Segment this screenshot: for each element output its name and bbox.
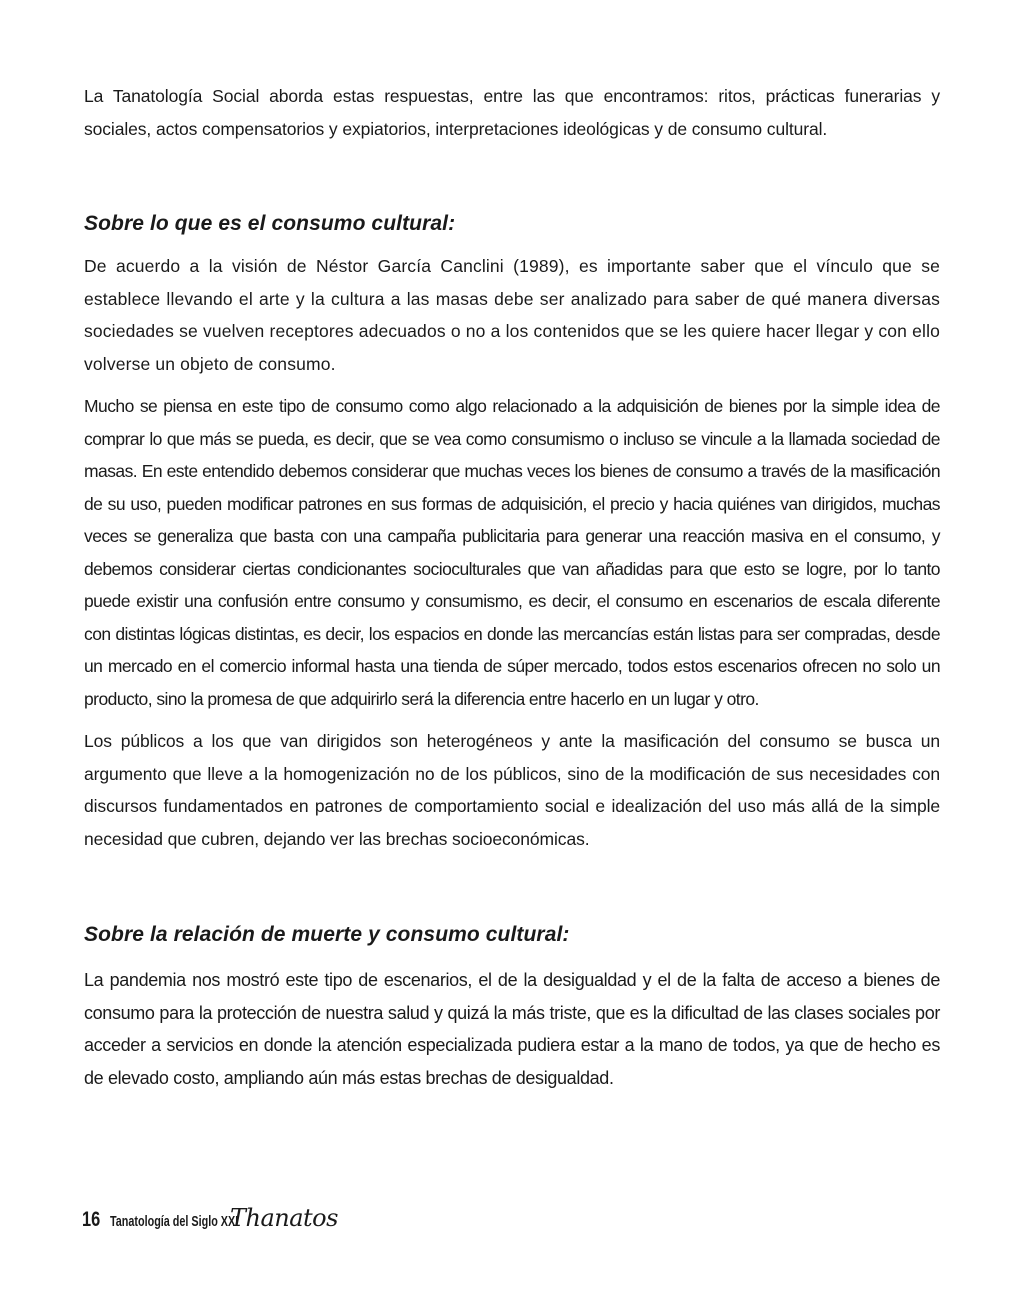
journal-name: Tanatología del Siglo XXI — [110, 1213, 239, 1230]
paragraph-pandemia: La pandemia nos mostró este tipo de escenarios, el de la desigualdad y el de la falta de acceso a bienes de consumo para la protección de nuestra salud y quizá la más triste, que es la dificultad de las clases sociales por acceder a servicios en donde la atención especializada pudiera estar a la mano de todos, ya que de hecho es de elevado costo, ampliando aún más estas brechas de desigualdad. — [84, 970, 940, 1088]
page-footer — [82, 1204, 338, 1236]
paragraph-publicos: Los públicos a los que van dirigidos son heterogéneos y ante la masificación del consumo se busca un argumento que lleve a la homogenización no de los públicos, sino de la modificación de sus necesidades con discursos fundamentados en patrones de comportamiento social e idealización del uso más allá de la simple necesidad que cubren, dejando ver las brechas socioeconómicas. — [84, 731, 940, 849]
page-number: 16 — [82, 1208, 101, 1231]
paragraph-canclini: De acuerdo a la visión de Néstor García Canclini (1989), es importante saber que el vínculo que se establece llevando el arte y la cultura a las masas debe ser analizado para saber de qué manera diversas sociedades se vuelven receptores adecuados o no a los contenidos que se les quiere hacer llegar y con ello volverse un objeto de consumo. — [84, 256, 940, 374]
thanatos-logo: Thanatos — [230, 1204, 338, 1232]
paragraph-consumismo: Mucho se piensa en este tipo de consumo como algo relacionado a la adquisición de bienes por la simple idea de comprar lo que más se pueda, es decir, que se vea como consumismo o incluso se vincule a la llamada sociedad de masas. En este entendido debemos considerar que muchas veces los bienes de consumo a través de la masificación de su uso, pueden modificar patrones en sus formas de adquisición, el precio y hacia quiénes van dirigidos, muchas veces se generaliza que basta con una campaña publicitaria para generar una reacción masiva en el consumo, y debemos considerar ciertas condicionantes socioculturales que van añadidas para que esto se logre, por lo tanto puede existir una confusión entre consumo y consumismo, es decir, el consumo en escenarios de escala diferente con distintas lógicas distintas, es decir, los espacios en donde las mercancías están listas para ser compradas, desde un mercado en el comercio informal hasta una tienda de súper mercado, todos estos escenarios ofrecen no solo un producto, sino la promesa de que adquirirlo será la diferencia entre hacerlo en un lugar y otro. — [84, 396, 940, 709]
section-heading-muerte-consumo: Sobre la relación de muerte y consumo cultural: — [84, 923, 570, 946]
page-body — [84, 80, 940, 1094]
intro-paragraph: La Tanatología Social aborda estas respuestas, entre las que encontramos: ritos, prácticas funerarias y sociales, actos compensatorios y expiatorios, interpretaciones ideológicas y de consumo cultural. — [84, 86, 940, 139]
section-heading-consumo-cultural: Sobre lo que es el consumo cultural: — [84, 212, 456, 235]
